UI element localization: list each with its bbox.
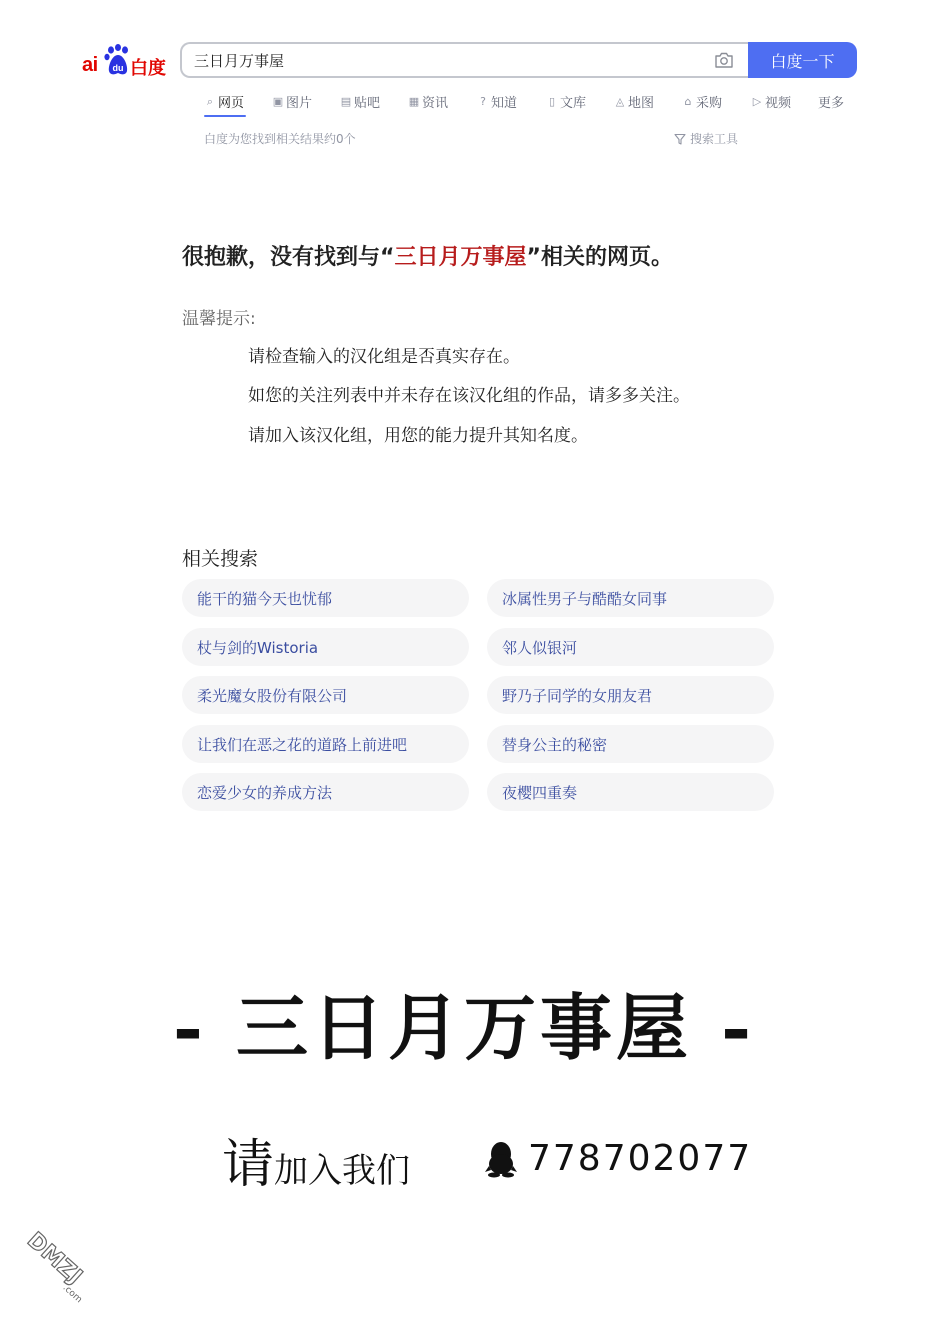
tieba-icon: ▤ bbox=[340, 94, 352, 108]
doc-icon: ▯ bbox=[548, 94, 556, 108]
tab-shop[interactable] bbox=[682, 92, 722, 111]
related-search-link[interactable]: 柔光魔女股份有限公司 bbox=[182, 676, 469, 714]
baidu-logo[interactable] bbox=[82, 44, 168, 78]
tab-label: 更多 bbox=[818, 96, 845, 111]
join-us-rest: 加入我们 bbox=[274, 1151, 411, 1191]
video-icon: ▷ bbox=[752, 94, 762, 108]
related-search-link[interactable]: 野乃子同学的女朋友君 bbox=[487, 676, 774, 714]
logo-cn-text: 白度 bbox=[130, 58, 166, 79]
map-icon: ◬ bbox=[615, 94, 625, 108]
related-search-link[interactable]: 让我们在恶之花的道路上前进吧 bbox=[182, 725, 469, 763]
tip-item: 如您的关注列表中并未存在该汉化组的作品，请多多关注。 bbox=[248, 386, 690, 406]
active-tab-indicator bbox=[204, 115, 246, 117]
result-count: 白度为您找到相关结果约0个 bbox=[204, 132, 356, 146]
logo-ai-text: ai bbox=[82, 54, 98, 76]
svg-text:.com: .com bbox=[60, 1282, 84, 1306]
tab-label: 采购 bbox=[696, 96, 723, 111]
search-input[interactable] bbox=[194, 44, 694, 76]
no-results-message bbox=[182, 240, 673, 271]
image-icon: ▣ bbox=[272, 94, 284, 108]
tab-label: 图片 bbox=[286, 96, 313, 111]
news-icon: ▦ bbox=[408, 94, 420, 108]
tab-label: 资讯 bbox=[422, 96, 449, 111]
related-search-link[interactable]: 恋爱少女的养成方法 bbox=[182, 773, 469, 811]
search-button[interactable]: 白度一下 bbox=[748, 42, 857, 78]
shop-icon: ⌂ bbox=[684, 94, 692, 108]
no-results-suffix: ”相关的网页。 bbox=[526, 245, 673, 270]
tab-web[interactable] bbox=[204, 92, 244, 111]
related-search-link[interactable]: 杖与剑的Wistoria bbox=[182, 628, 469, 666]
group-banner-title: - 三日月万事屋 - bbox=[173, 985, 755, 1070]
tab-tieba[interactable] bbox=[340, 92, 380, 111]
search-tools-button[interactable] bbox=[674, 130, 738, 147]
tab-wenku[interactable] bbox=[546, 92, 586, 111]
search-box[interactable] bbox=[180, 42, 748, 78]
tab-video[interactable] bbox=[751, 92, 791, 111]
related-searches-title: 相关搜索 bbox=[182, 548, 259, 570]
related-search-link[interactable]: 夜樱四重奏 bbox=[487, 773, 774, 811]
tip-item: 请检查输入的汉化组是否真实存在。 bbox=[248, 347, 520, 367]
tab-label: 知道 bbox=[491, 96, 518, 111]
tab-images[interactable] bbox=[272, 92, 312, 111]
qq-penguin-icon bbox=[484, 1140, 518, 1178]
join-us-big-char: 请 bbox=[222, 1135, 275, 1195]
tab-label: 文库 bbox=[560, 96, 587, 111]
filter-icon bbox=[674, 133, 686, 145]
search-icon: ⌕ bbox=[206, 94, 214, 108]
question-icon: ? bbox=[480, 94, 486, 108]
svg-text:DMZJ: DMZJ bbox=[22, 1227, 87, 1290]
logo-du-text: du bbox=[112, 63, 124, 73]
no-results-prefix: 很抱歉，没有找到与“ bbox=[182, 245, 395, 270]
tab-label: 地图 bbox=[628, 96, 655, 111]
related-search-link[interactable]: 替身公主的秘密 bbox=[487, 725, 774, 763]
tips-title: 温馨提示: bbox=[182, 309, 256, 329]
dmzj-watermark bbox=[12, 1218, 102, 1308]
tab-more[interactable] bbox=[818, 92, 844, 111]
paw-icon bbox=[104, 44, 132, 76]
tab-zhidao[interactable] bbox=[477, 92, 517, 111]
related-search-link[interactable]: 邻人似银河 bbox=[487, 628, 774, 666]
tab-label: 视频 bbox=[765, 96, 792, 111]
camera-icon[interactable] bbox=[714, 51, 734, 69]
tab-news[interactable] bbox=[408, 92, 448, 111]
tip-item: 请加入该汉化组，用您的能力提升其知名度。 bbox=[248, 426, 588, 446]
search-tools-label: 搜索工具 bbox=[690, 132, 739, 146]
join-us-text bbox=[222, 1122, 410, 1197]
related-search-link[interactable]: 能干的猫今天也忧郁 bbox=[182, 579, 469, 617]
related-search-link[interactable]: 冰属性男子与酷酷女同事 bbox=[487, 579, 774, 617]
no-results-keyword: 三日月万事屋 bbox=[394, 245, 527, 270]
tab-label: 网页 bbox=[218, 96, 245, 111]
tab-label: 贴吧 bbox=[354, 96, 381, 111]
qq-number: 778702077 bbox=[528, 1138, 753, 1179]
tab-map[interactable] bbox=[614, 92, 654, 111]
